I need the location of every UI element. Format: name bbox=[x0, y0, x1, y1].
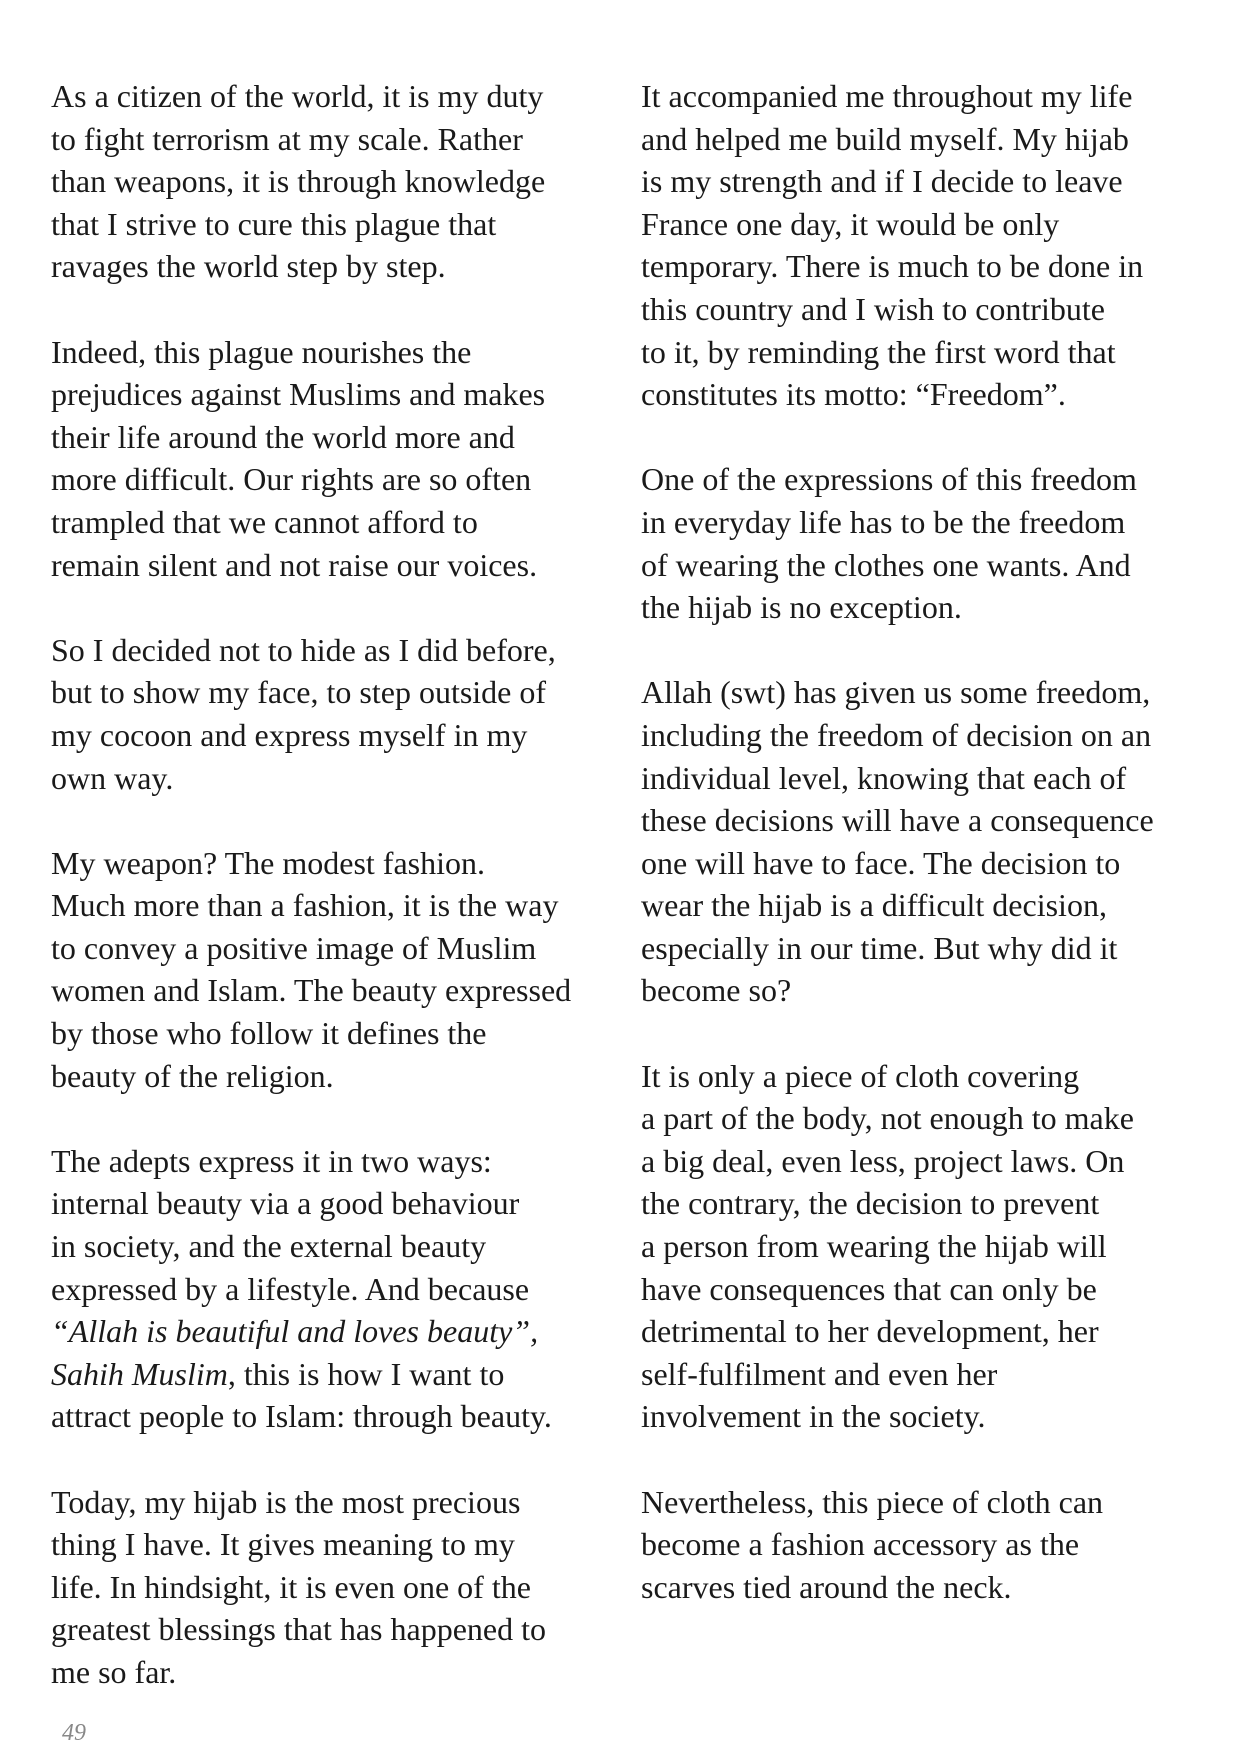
text-line bbox=[51, 501, 611, 544]
text-segment: that I strive to cure this plague that bbox=[51, 205, 497, 242]
text-segment: this country and I wish to contribute bbox=[641, 290, 1105, 327]
text-line bbox=[51, 1353, 611, 1396]
text-segment: involvement in the society. bbox=[641, 1398, 986, 1435]
text-line bbox=[51, 1268, 611, 1311]
text-line bbox=[51, 1523, 611, 1566]
text-segment: to fight terrorism at my scale. Rather bbox=[51, 120, 523, 157]
text-line bbox=[641, 458, 1201, 501]
text-line bbox=[641, 331, 1201, 374]
text-line bbox=[641, 1225, 1201, 1268]
text-line bbox=[641, 927, 1201, 970]
text-segment: self-fulfilment and even her bbox=[641, 1355, 998, 1392]
paragraph bbox=[641, 1481, 1201, 1609]
text-segment: these decisions will have a consequence bbox=[641, 802, 1154, 839]
text-line bbox=[51, 1566, 611, 1609]
text-line bbox=[641, 1182, 1201, 1225]
text-segment: beauty of the religion. bbox=[51, 1057, 334, 1094]
text-line bbox=[51, 1395, 611, 1438]
text-line bbox=[51, 1310, 611, 1353]
text-segment: It is only a piece of cloth covering bbox=[641, 1057, 1080, 1094]
text-segment: my cocoon and express myself in my bbox=[51, 716, 528, 753]
text-segment: Today, my hijab is the most precious bbox=[51, 1483, 521, 1520]
text-line bbox=[51, 1608, 611, 1651]
text-line bbox=[641, 160, 1201, 203]
text-segment: Nevertheless, this piece of cloth can bbox=[641, 1483, 1104, 1520]
paragraph bbox=[51, 331, 611, 587]
text-segment: wear the hijab is a difficult decision, bbox=[641, 887, 1107, 924]
text-line bbox=[51, 373, 611, 416]
right-column bbox=[641, 75, 1201, 1651]
text-line bbox=[51, 671, 611, 714]
text-segment: Allah (swt) has given us some freedom, bbox=[641, 674, 1151, 711]
text-line bbox=[641, 757, 1201, 800]
text-segment: individual level, knowing that each of bbox=[641, 759, 1127, 796]
text-line bbox=[51, 1481, 611, 1524]
text-segment: own way. bbox=[51, 759, 174, 796]
text-line bbox=[51, 203, 611, 246]
text-line bbox=[641, 884, 1201, 927]
text-segment: is my strength and if I decide to leave bbox=[641, 163, 1123, 200]
text-segment: and helped me build myself. My hijab bbox=[641, 120, 1129, 157]
text-segment: have consequences that can only be bbox=[641, 1270, 1097, 1307]
text-segment: a part of the body, not enough to make bbox=[641, 1100, 1134, 1137]
text-segment: ravages the world step by step. bbox=[51, 248, 446, 285]
text-line bbox=[641, 1055, 1201, 1098]
text-line bbox=[51, 1225, 611, 1268]
text-segment: women and Islam. The beauty expressed bbox=[51, 972, 572, 1009]
text-segment: by those who follow it defines the bbox=[51, 1015, 487, 1052]
text-line bbox=[51, 1055, 611, 1098]
text-line bbox=[641, 799, 1201, 842]
paragraph bbox=[641, 75, 1201, 416]
text-segment: The adepts express it in two ways: bbox=[51, 1142, 492, 1179]
paragraph bbox=[51, 75, 611, 288]
text-segment: thing I have. It gives meaning to my bbox=[51, 1526, 515, 1563]
text-line bbox=[641, 245, 1201, 288]
text-line bbox=[51, 842, 611, 885]
text-segment: scarves tied around the neck. bbox=[641, 1568, 1012, 1605]
text-line bbox=[641, 1523, 1201, 1566]
text-line bbox=[641, 373, 1201, 416]
italic-text: “Allah is beautiful and loves beauty”, bbox=[51, 1313, 539, 1350]
text-segment: , this is how I want to bbox=[227, 1355, 505, 1392]
text-segment: their life around the world more and bbox=[51, 418, 515, 455]
text-segment: than weapons, it is through knowledge bbox=[51, 163, 546, 200]
text-segment: but to show my face, to step outside of bbox=[51, 674, 547, 711]
text-line bbox=[641, 1481, 1201, 1524]
text-line bbox=[51, 629, 611, 672]
text-line bbox=[51, 544, 611, 587]
text-segment: expressed by a lifestyle. And because bbox=[51, 1270, 530, 1307]
text-segment: Much more than a fashion, it is the way bbox=[51, 887, 559, 924]
text-line bbox=[641, 586, 1201, 629]
text-segment: One of the expressions of this freedom bbox=[641, 461, 1137, 498]
text-segment: me so far. bbox=[51, 1653, 177, 1690]
paragraph bbox=[51, 1481, 611, 1694]
paragraph bbox=[51, 1140, 611, 1438]
text-line bbox=[641, 501, 1201, 544]
text-segment: prejudices against Muslims and makes bbox=[51, 376, 546, 413]
text-line bbox=[51, 884, 611, 927]
text-line bbox=[641, 544, 1201, 587]
text-line bbox=[51, 714, 611, 757]
text-segment: Indeed, this plague nourishes the bbox=[51, 333, 472, 370]
paragraph bbox=[641, 671, 1201, 1012]
text-line bbox=[51, 416, 611, 459]
text-segment: greatest blessings that has happened to bbox=[51, 1611, 546, 1648]
text-line bbox=[641, 1268, 1201, 1311]
text-segment: including the freedom of decision on an bbox=[641, 716, 1152, 753]
text-segment: in everyday life has to be the freedom bbox=[641, 503, 1126, 540]
text-segment: more difficult. Our rights are so often bbox=[51, 461, 532, 498]
text-line bbox=[51, 927, 611, 970]
text-segment: My weapon? The modest fashion. bbox=[51, 844, 485, 881]
text-line bbox=[51, 118, 611, 161]
text-line bbox=[51, 757, 611, 800]
text-line bbox=[51, 160, 611, 203]
text-segment: in society, and the external beauty bbox=[51, 1228, 487, 1265]
text-segment: remain silent and not raise our voices. bbox=[51, 546, 538, 583]
paragraph bbox=[641, 1055, 1201, 1438]
paragraph bbox=[51, 629, 611, 799]
text-segment: detrimental to her development, her bbox=[641, 1313, 1099, 1350]
text-segment: become so? bbox=[641, 972, 792, 1009]
text-line bbox=[641, 203, 1201, 246]
text-segment: of wearing the clothes one wants. And bbox=[641, 546, 1131, 583]
text-line bbox=[51, 1651, 611, 1694]
text-line bbox=[51, 331, 611, 374]
text-line bbox=[641, 1140, 1201, 1183]
text-segment: the contrary, the decision to prevent bbox=[641, 1185, 1100, 1222]
text-line bbox=[641, 969, 1201, 1012]
text-line bbox=[51, 75, 611, 118]
page-number: 49 bbox=[62, 1720, 86, 1746]
text-line bbox=[641, 1353, 1201, 1396]
text-line bbox=[641, 842, 1201, 885]
text-line bbox=[51, 458, 611, 501]
text-line bbox=[641, 1566, 1201, 1609]
text-line bbox=[641, 1097, 1201, 1140]
text-line bbox=[641, 288, 1201, 331]
text-segment: the hijab is no exception. bbox=[641, 589, 962, 626]
text-line bbox=[51, 1140, 611, 1183]
text-segment: especially in our time. But why did it bbox=[641, 929, 1118, 966]
text-segment: attract people to Islam: through beauty. bbox=[51, 1398, 552, 1435]
text-line bbox=[51, 1012, 611, 1055]
text-segment: constitutes its motto: “Freedom”. bbox=[641, 376, 1066, 413]
text-line bbox=[51, 969, 611, 1012]
text-segment: to it, by reminding the first word that bbox=[641, 333, 1116, 370]
text-segment: France one day, it would be only bbox=[641, 205, 1060, 242]
text-segment: a person from wearing the hijab will bbox=[641, 1228, 1107, 1265]
text-line bbox=[641, 75, 1201, 118]
text-segment: temporary. There is much to be done in bbox=[641, 248, 1144, 285]
italic-text: Sahih Muslim bbox=[51, 1355, 228, 1392]
text-segment: one will have to face. The decision to bbox=[641, 844, 1121, 881]
text-line bbox=[51, 1182, 611, 1225]
text-segment: It accompanied me throughout my life bbox=[641, 78, 1133, 114]
text-segment: trampled that we cannot afford to bbox=[51, 503, 478, 540]
text-segment: a big deal, even less, project laws. On bbox=[641, 1142, 1125, 1179]
text-segment: internal beauty via a good behaviour bbox=[51, 1185, 520, 1222]
paragraph bbox=[641, 458, 1201, 628]
text-segment: become a fashion accessory as the bbox=[641, 1526, 1080, 1563]
paragraph bbox=[51, 842, 611, 1098]
text-segment: to convey a positive image of Muslim bbox=[51, 929, 537, 966]
text-line bbox=[641, 1395, 1201, 1438]
text-line bbox=[641, 118, 1201, 161]
text-line bbox=[641, 714, 1201, 757]
left-column bbox=[51, 75, 611, 1736]
text-segment: So I decided not to hide as I did before, bbox=[51, 631, 556, 668]
text-segment: As a citizen of the world, it is my duty bbox=[51, 78, 544, 114]
text-line bbox=[641, 1310, 1201, 1353]
text-segment: life. In hindsight, it is even one of the bbox=[51, 1568, 531, 1605]
text-line bbox=[641, 671, 1201, 714]
text-line bbox=[51, 245, 611, 288]
